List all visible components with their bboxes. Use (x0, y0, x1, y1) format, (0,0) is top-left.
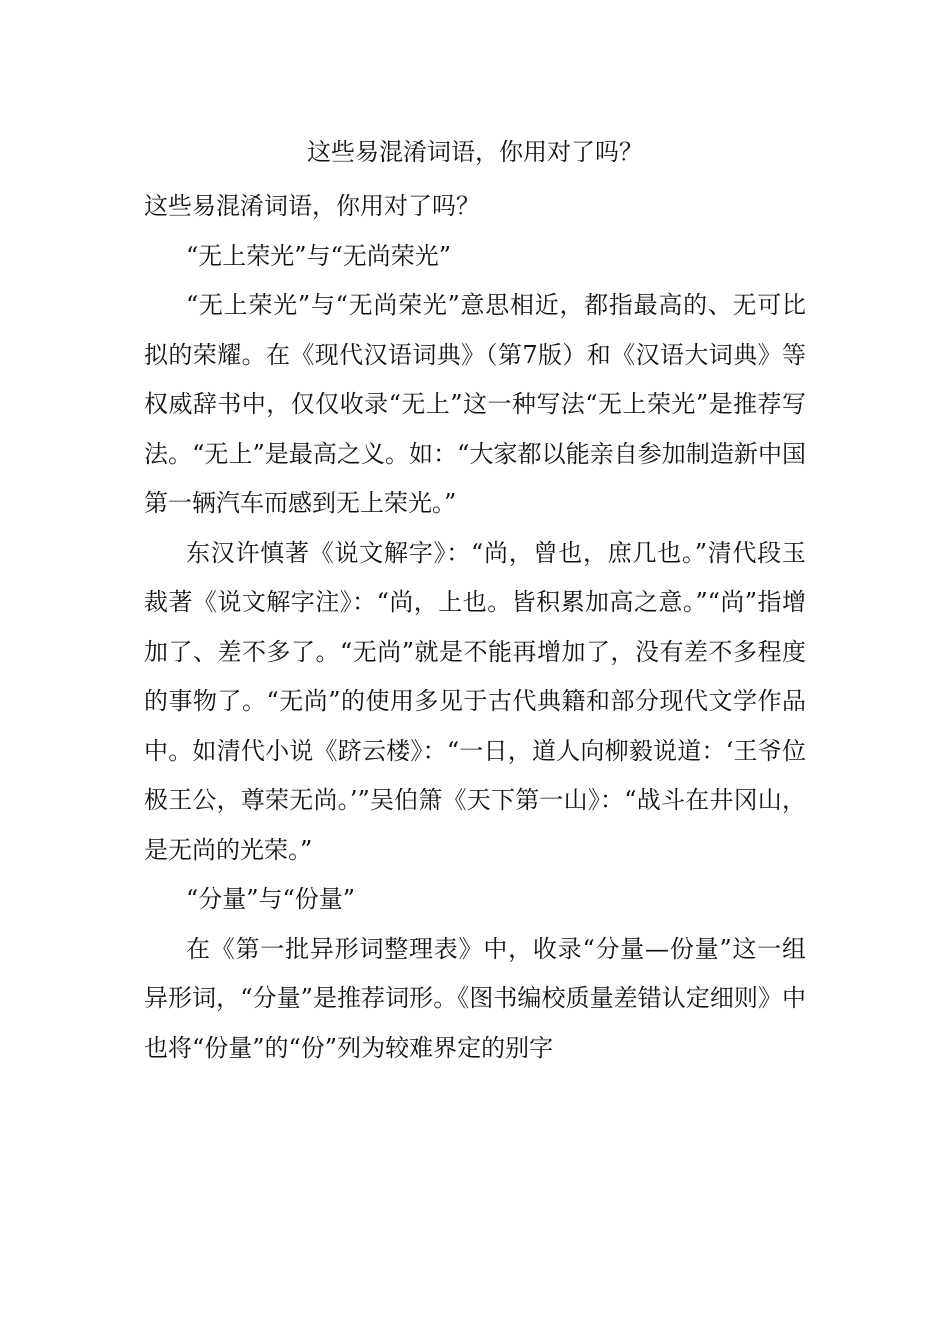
section-heading-fenliang: “分量”与“份量” (186, 885, 356, 913)
paragraph-wushang-etymology: 东汉许慎著《说文解字》：“尚，曾也，庶几也。”清代段玉裁著《说文解字注》：“尚，上也。皆积累加高之意。”“尚”指增加了、差不多了。“无尚”就是不能再增加了，没有差不多程度的事物了。“无尚”的使用多见于古代典籍和部分现代文学作品中。如清代小说《跻云楼》：“一日，道人向柳毅说道：‘王爷位极王公，尊荣无尚。’”吴伯箫《天下第一山》：“战斗在井冈山，是无尚的光荣。” (144, 538, 806, 864)
section-heading-wushang: “无上荣光”与“无尚荣光” (186, 241, 452, 270)
heading-repeat: 这些易混淆词语，你用对了吗？ (144, 192, 480, 220)
document-body (144, 182, 806, 1073)
document-title: 这些易混淆词语，你用对了吗？ (307, 138, 643, 166)
paragraph-wushang-definition: “无上荣光”与“无尚荣光”意思相近，都指最高的、无可比拟的荣耀。在《现代汉语词典》（第7版）和《汉语大词典》等权威辞书中，仅仅收录“无上”这一种写法“无上荣光”是推荐写法。“无上”是最高之义。如：“大家都以能亲自参加制造新中国第一辆汽车而感到无上荣光。” (144, 291, 806, 517)
paragraph-fenliang-definition: 在《第一批异形词整理表》中，收录“分量—份量”这一组异形词，“分量”是推荐词形。《图书编校质量差错认定细则》中也将“份量”的“份”列为较难界定的别字 (144, 934, 806, 1062)
